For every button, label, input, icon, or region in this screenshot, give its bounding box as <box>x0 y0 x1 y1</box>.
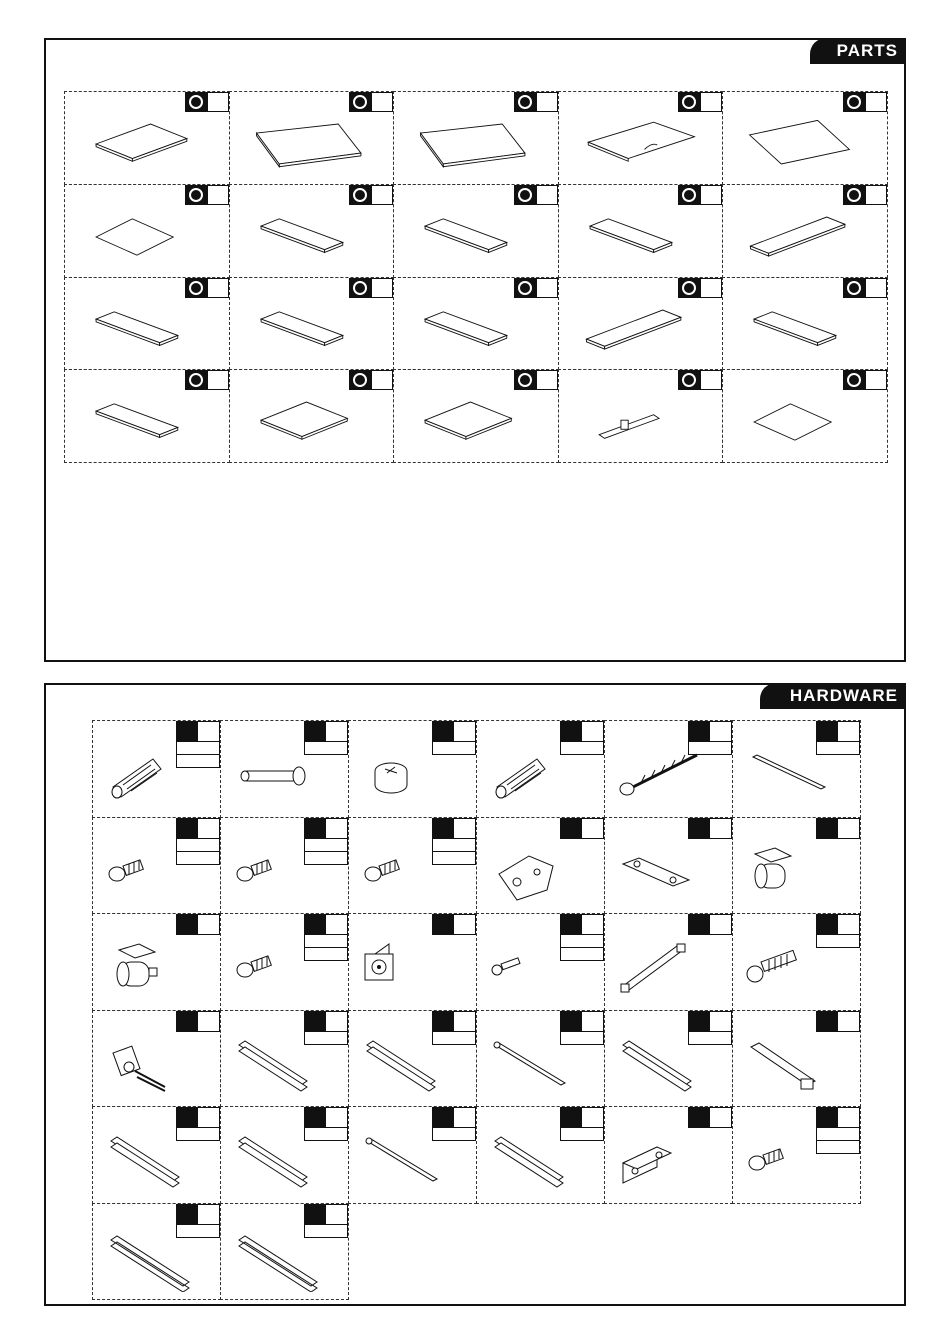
part-number-marker <box>843 92 865 112</box>
part-label <box>678 370 722 390</box>
part-cell <box>64 369 230 463</box>
hardware-code-box <box>454 818 476 839</box>
hardware-code-box <box>582 1107 604 1128</box>
hardware-code-box <box>326 818 348 839</box>
circle-icon <box>353 281 367 295</box>
part-number-marker <box>514 92 536 112</box>
hardware-cell <box>220 1203 349 1301</box>
hardware-code-marker <box>816 1107 838 1128</box>
part-quantity-box <box>207 185 229 205</box>
part-label <box>514 92 558 112</box>
hardware-cell <box>604 1010 733 1108</box>
metal-channel-icon <box>233 1230 323 1292</box>
part-number-marker <box>185 370 207 390</box>
hardware-code-box <box>838 914 860 935</box>
wide-panel-icon <box>252 392 370 452</box>
hardware-cell <box>476 720 605 818</box>
metal-channel-icon <box>105 1230 195 1292</box>
part-cell <box>722 184 888 278</box>
hardware-code-marker <box>176 818 198 839</box>
part-number-marker <box>185 185 207 205</box>
long-screw-icon <box>745 940 835 1002</box>
hardware-code-box <box>326 1107 348 1128</box>
part-quantity-box <box>207 370 229 390</box>
shelf-board-icon <box>252 207 370 267</box>
hardware-cell <box>220 1106 349 1204</box>
hardware-code-box <box>838 1107 860 1128</box>
hardware-code-box <box>582 721 604 742</box>
circle-icon <box>518 95 532 109</box>
circle-icon <box>682 188 696 202</box>
part-number-marker <box>185 92 207 112</box>
large-panel-icon <box>416 114 534 174</box>
thin-panel-icon <box>745 392 863 452</box>
part-number-marker <box>843 278 865 298</box>
part-quantity-box <box>865 185 887 205</box>
handle-icon <box>617 940 707 1002</box>
hardware-code-marker <box>688 1107 710 1128</box>
hardware-cell <box>220 1010 349 1108</box>
parts-section-title: PARTS <box>836 41 898 60</box>
hardware-code-box <box>838 818 860 839</box>
caster-wheel-brake-icon <box>105 940 195 1002</box>
circle-icon <box>682 373 696 387</box>
part-number-marker <box>349 185 371 205</box>
lock-and-keys-icon <box>105 1037 195 1099</box>
hardware-code-marker <box>304 1011 326 1032</box>
part-quantity-box <box>371 185 393 205</box>
part-cell <box>558 91 724 185</box>
circle-icon <box>353 95 367 109</box>
hardware-code-box <box>198 818 220 839</box>
hardware-code-marker <box>560 1011 582 1032</box>
hardware-cell <box>348 817 477 915</box>
hardware-code-marker <box>304 1204 326 1225</box>
caster-wheel-icon <box>745 844 835 906</box>
part-cell <box>393 184 559 278</box>
part-label <box>843 185 887 205</box>
circle-icon <box>353 188 367 202</box>
part-cell <box>229 369 395 463</box>
hardware-code-box <box>198 914 220 935</box>
hardware-code-marker <box>560 1107 582 1128</box>
drawer-slide-icon <box>617 1037 707 1099</box>
hardware-cell <box>476 817 605 915</box>
hardware-code-marker <box>688 818 710 839</box>
l-bracket-icon <box>617 1133 707 1195</box>
pan-head-screw-icon <box>745 1133 835 1195</box>
part-label <box>349 92 393 112</box>
part-cell <box>558 277 724 371</box>
part-quantity-box <box>371 92 393 112</box>
shelf-board-icon <box>581 207 699 267</box>
hardware-section-tab <box>760 683 906 709</box>
hardware-code-box <box>198 1011 220 1032</box>
part-number-marker <box>514 185 536 205</box>
hardware-code-box <box>326 914 348 935</box>
hardware-code-box <box>710 1107 732 1128</box>
hardware-code-marker <box>560 721 582 742</box>
circle-icon <box>847 95 861 109</box>
panel-with-holes-icon <box>87 114 205 174</box>
part-label <box>678 92 722 112</box>
shelf-board-icon <box>87 392 205 452</box>
hardware-code-marker <box>176 721 198 742</box>
hardware-code-box <box>838 721 860 742</box>
hardware-cell <box>732 1010 861 1108</box>
hardware-cell <box>476 1106 605 1204</box>
hardware-code-box <box>326 721 348 742</box>
part-number-marker <box>678 278 700 298</box>
shelf-board-icon <box>745 300 863 360</box>
hardware-code-box <box>198 1204 220 1225</box>
part-label <box>185 278 229 298</box>
part-label <box>185 370 229 390</box>
part-number-marker <box>843 370 865 390</box>
hardware-code-marker <box>816 818 838 839</box>
circle-icon <box>189 281 203 295</box>
hardware-cell <box>92 817 221 915</box>
part-quantity-box <box>700 92 722 112</box>
part-cell <box>393 277 559 371</box>
circle-icon <box>682 95 696 109</box>
hardware-label <box>816 818 860 839</box>
parts-section-tab <box>810 38 906 64</box>
hardware-code-marker <box>176 1204 198 1225</box>
hardware-label <box>176 914 220 935</box>
hardware-cell <box>92 913 221 1011</box>
part-cell <box>229 184 395 278</box>
metal-rod-icon <box>745 747 835 809</box>
part-number-marker <box>185 278 207 298</box>
hardware-code-box <box>454 914 476 935</box>
hardware-code-marker <box>304 1107 326 1128</box>
parts-grid <box>64 91 887 462</box>
hardware-code-box <box>198 721 220 742</box>
wood-screw-icon <box>617 747 707 809</box>
circle-icon <box>518 188 532 202</box>
part-number-marker <box>514 370 536 390</box>
hardware-code-marker <box>816 914 838 935</box>
hardware-cell <box>220 817 349 915</box>
hardware-cell <box>348 913 477 1011</box>
hardware-code-marker <box>688 1011 710 1032</box>
part-cell <box>229 277 395 371</box>
hardware-code-marker <box>304 721 326 742</box>
part-quantity-box <box>865 278 887 298</box>
plastic-bracket-icon <box>489 844 579 906</box>
part-cell <box>393 91 559 185</box>
circle-icon <box>189 373 203 387</box>
hardware-code-box <box>710 914 732 935</box>
long-board-icon <box>581 300 699 360</box>
thin-back-panel-icon <box>745 114 863 174</box>
circle-icon <box>189 188 203 202</box>
hardware-code-marker <box>176 1011 198 1032</box>
part-cell <box>393 369 559 463</box>
hardware-code-marker <box>304 914 326 935</box>
part-number-marker <box>514 278 536 298</box>
part-label <box>514 185 558 205</box>
part-quantity-box <box>700 278 722 298</box>
part-label <box>514 278 558 298</box>
hardware-code-box <box>838 1011 860 1032</box>
thin-slide-rail-icon <box>361 1133 451 1195</box>
large-panel-icon <box>252 114 370 174</box>
part-label <box>349 278 393 298</box>
shelf-board-icon <box>87 300 205 360</box>
part-label <box>349 185 393 205</box>
hardware-code-marker <box>432 721 454 742</box>
part-label <box>185 185 229 205</box>
hardware-cell <box>348 720 477 818</box>
part-quantity-box <box>536 278 558 298</box>
parts-panel <box>44 38 906 662</box>
part-cell <box>64 184 230 278</box>
hardware-code-box <box>710 721 732 742</box>
hardware-code-box <box>454 1107 476 1128</box>
hardware-label <box>688 1107 732 1128</box>
wide-panel-icon <box>416 392 534 452</box>
shelf-board-icon <box>416 300 534 360</box>
part-number-marker <box>349 92 371 112</box>
hardware-code-marker <box>816 1011 838 1032</box>
part-cell <box>229 91 395 185</box>
hardware-cell <box>604 720 733 818</box>
hardware-label <box>816 1011 860 1032</box>
part-cell <box>558 369 724 463</box>
hardware-panel <box>44 683 906 1306</box>
circle-icon <box>518 373 532 387</box>
part-label <box>843 278 887 298</box>
wood-dowel-icon <box>489 747 579 809</box>
hardware-cell <box>220 913 349 1011</box>
pan-head-screw-icon <box>361 844 451 906</box>
part-label <box>678 278 722 298</box>
circle-icon <box>847 373 861 387</box>
part-label <box>843 92 887 112</box>
hardware-code-marker <box>432 914 454 935</box>
part-quantity-box <box>700 185 722 205</box>
hardware-code-marker <box>688 914 710 935</box>
part-label <box>349 370 393 390</box>
hardware-cell <box>732 720 861 818</box>
hardware-code-box <box>710 818 732 839</box>
hardware-code-marker <box>432 818 454 839</box>
hardware-cell <box>92 720 221 818</box>
circle-icon <box>847 281 861 295</box>
hardware-cell <box>92 1203 221 1301</box>
hardware-label <box>176 1011 220 1032</box>
part-number-marker <box>349 370 371 390</box>
hardware-cell <box>476 913 605 1011</box>
hardware-code-box <box>326 1204 348 1225</box>
part-cell <box>722 91 888 185</box>
hardware-cell <box>92 1106 221 1204</box>
part-cell <box>722 369 888 463</box>
thin-slide-rail-icon <box>489 1037 579 1099</box>
part-number-marker <box>843 185 865 205</box>
part-cell <box>558 184 724 278</box>
hardware-code-marker <box>176 1107 198 1128</box>
hardware-code-marker <box>560 914 582 935</box>
hardware-code-marker <box>816 721 838 742</box>
part-quantity-box <box>207 92 229 112</box>
pan-head-screw-icon <box>233 844 323 906</box>
cam-lock-icon <box>361 747 451 809</box>
cam-bolt-icon <box>233 747 323 809</box>
part-number-marker <box>678 185 700 205</box>
hardware-cell <box>604 817 733 915</box>
thin-panel-icon <box>87 207 205 267</box>
hardware-code-marker <box>432 1011 454 1032</box>
pan-head-screw-icon <box>233 940 323 1002</box>
part-quantity-box <box>700 370 722 390</box>
shelf-board-icon <box>252 300 370 360</box>
rail-bar-icon <box>581 392 699 452</box>
shelf-board-icon <box>416 207 534 267</box>
hardware-cell <box>220 720 349 818</box>
hardware-cell <box>348 1106 477 1204</box>
metal-bracket-icon <box>617 844 707 906</box>
part-quantity-box <box>536 370 558 390</box>
part-quantity-box <box>865 370 887 390</box>
drawer-slide-icon <box>233 1133 323 1195</box>
part-quantity-box <box>371 370 393 390</box>
hardware-cell <box>732 913 861 1011</box>
small-screw-icon <box>489 940 579 1002</box>
part-number-marker <box>678 92 700 112</box>
circle-icon <box>518 281 532 295</box>
drawer-slide-icon <box>233 1037 323 1099</box>
circle-icon <box>682 281 696 295</box>
part-label <box>843 370 887 390</box>
hardware-code-box <box>582 818 604 839</box>
hardware-code-marker <box>176 914 198 935</box>
part-quantity-box <box>536 185 558 205</box>
hardware-cell <box>604 1106 733 1204</box>
part-cell <box>64 277 230 371</box>
drawer-slide-icon <box>361 1037 451 1099</box>
hardware-code-marker <box>304 818 326 839</box>
hardware-cell <box>348 1010 477 1108</box>
circle-icon <box>353 373 367 387</box>
hardware-label <box>560 818 604 839</box>
panel-with-cutout-icon <box>581 114 699 174</box>
hardware-label <box>432 914 476 935</box>
hardware-cell <box>92 1010 221 1108</box>
part-cell <box>64 91 230 185</box>
hardware-label <box>688 818 732 839</box>
hardware-code-marker <box>560 818 582 839</box>
long-board-icon <box>745 207 863 267</box>
hardware-code-box <box>454 721 476 742</box>
drawer-slide-icon <box>489 1133 579 1195</box>
hardware-cell <box>732 1106 861 1204</box>
part-cell <box>722 277 888 371</box>
part-label <box>185 92 229 112</box>
hardware-code-box <box>710 1011 732 1032</box>
part-label <box>514 370 558 390</box>
slide-bracket-icon <box>745 1037 835 1099</box>
hardware-code-box <box>582 1011 604 1032</box>
pan-head-screw-icon <box>105 844 195 906</box>
part-label <box>678 185 722 205</box>
hardware-code-marker <box>432 1107 454 1128</box>
hardware-grid <box>92 720 860 1300</box>
circle-icon <box>189 95 203 109</box>
adhesive-pad-icon <box>361 940 451 1002</box>
part-number-marker <box>678 370 700 390</box>
wood-dowel-icon <box>105 747 195 809</box>
hardware-label <box>688 914 732 935</box>
part-quantity-box <box>865 92 887 112</box>
hardware-cell <box>732 817 861 915</box>
hardware-code-box <box>454 1011 476 1032</box>
hardware-code-box <box>582 914 604 935</box>
hardware-code-box <box>326 1011 348 1032</box>
hardware-section-title: HARDWARE <box>789 686 898 705</box>
drawer-slide-icon <box>105 1133 195 1195</box>
part-quantity-box <box>207 278 229 298</box>
circle-icon <box>847 188 861 202</box>
part-quantity-box <box>536 92 558 112</box>
hardware-code-marker <box>688 721 710 742</box>
hardware-cell <box>476 1010 605 1108</box>
hardware-code-box <box>198 1107 220 1128</box>
part-quantity-box <box>371 278 393 298</box>
part-number-marker <box>349 278 371 298</box>
hardware-cell <box>604 913 733 1011</box>
